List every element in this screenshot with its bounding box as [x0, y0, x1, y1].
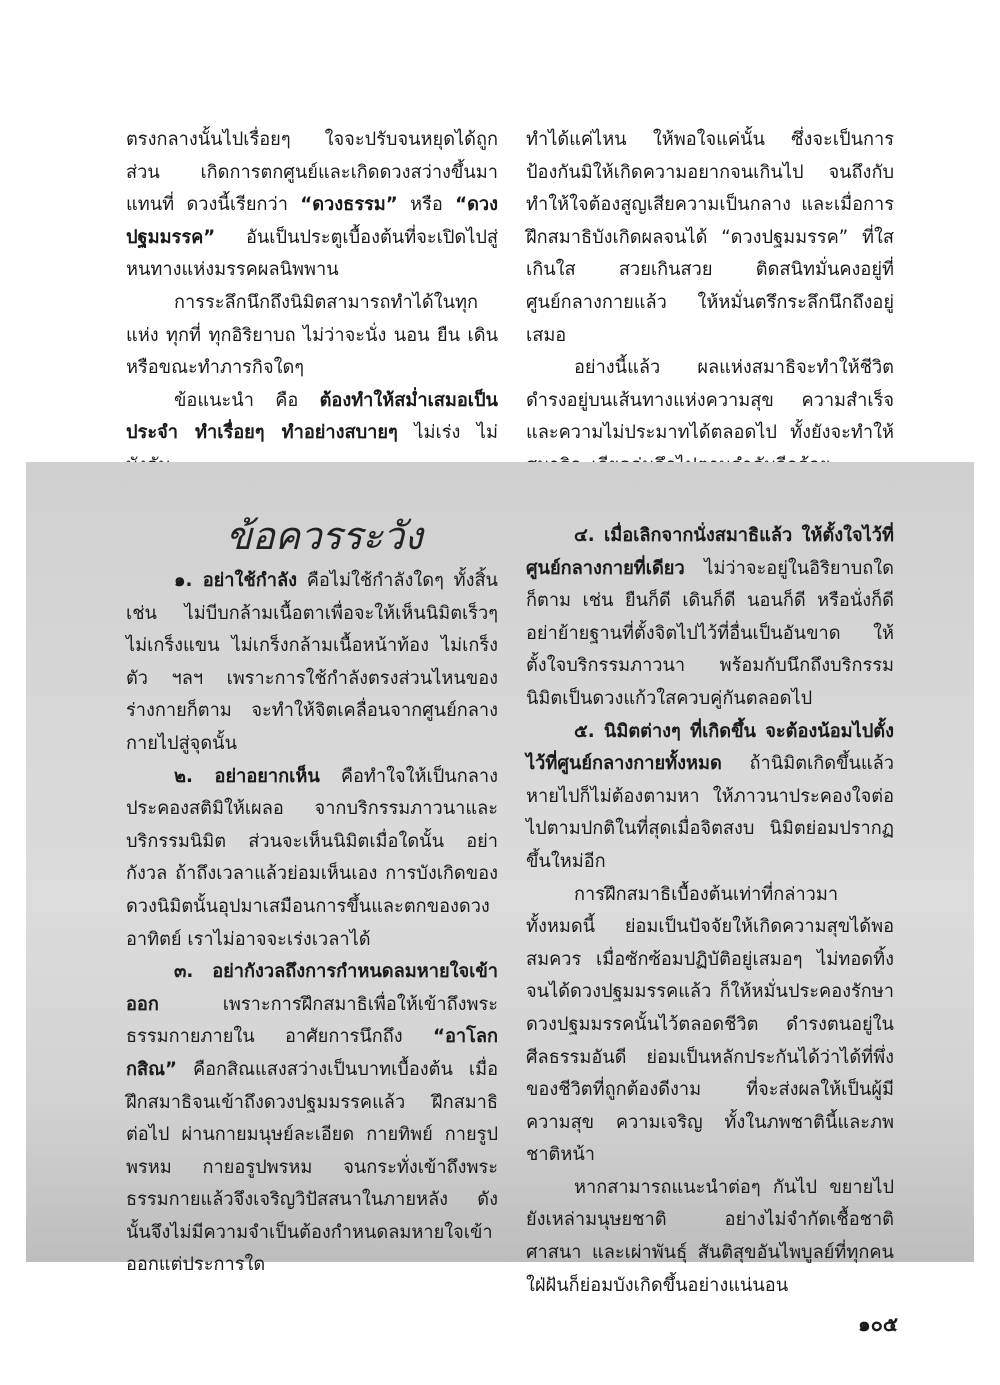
- cautions-right-column: [526, 520, 894, 1302]
- cautions-left-column: [126, 565, 498, 1282]
- caution-item-4: ๔. เมื่อเลิกจากนั่งสมาธิแล้ว ให้ตั้งใจไว้ที่ศูนย์กลางกายที่เดียว ไม่ว่าจะอยู่ในอิริยาบถใดก็ตาม เช่น ยืนก็ดี เดินก็ดี นอนก็ดี หรือนั่งก็ดี อย่าย้ายฐานที่ตั้งจิตไปไว้ที่อื่นเป็นอันขาด ให้ตั้งใจบริกรรมภาวนา พร้อมกับนึกถึงบริกรรมนิมิตเป็นดวงแก้วใสควบคู่กันตลอดไป: [526, 525, 894, 709]
- advice-emphasis: ต้องทำให้สม่ำเสมอเป็นประจำ ทำเรื่อยๆ ทำอย่างสบายๆ: [126, 389, 498, 444]
- cautions-title: ข้อควรระวัง: [226, 514, 423, 558]
- caution-item-1: ๑. อย่าใช้กำลัง คือไม่ใช้กำลังใดๆ ทั้งสิ้น เช่น ไม่บีบกล้ามเนื้อตาเพื่อจะให้เห็นนิมิตเร็วๆ ไม่เกร็งแขน ไม่เกร็งกล้ามเนื้อหน้าท้อง ไม่เกร็งตัว ฯลฯ เพราะการใช้กำลังตรงส่วนไหนของร่างกายก็ตาม จะทำให้จิตเคลื่อนจากศูนย์กลางกายไปสู่จุดนั้น: [126, 570, 498, 754]
- caution-item-2-heading: ๒. อย่าอยากเห็น: [174, 765, 320, 787]
- paragraph-peace: หากสามารถแนะนำต่อๆ กันไป ขยายไปยังเหล่ามนุษยชาติ อย่างไม่จำกัดเชื้อชาติ ศาสนา และเผ่าพันธุ์ สันติสุขอันไพบูลย์ที่ทุกคนใฝ่ฝันก็ย่อมบังเกิดขึ้นอย่างแน่นอน: [526, 1176, 894, 1296]
- term-light-kasina: “อาโลกกสิณ”: [126, 1026, 498, 1080]
- paragraph-result: อย่างนี้แล้ว ผลแห่งสมาธิจะทำให้ชีวิตดำรงอยู่บนเส้นทางแห่งความสุข ความสำเร็จและความไม่ประมาทได้ตลอดไป ทั้งยังจะทำให้: [526, 357, 894, 444]
- top-right-column: [526, 124, 894, 483]
- paragraph-dhamma-sphere: ตรงกลางนั้นไปเรื่อยๆ ใจจะปรับจนหยุดได้ถูกส่วน เกิดการตกศูนย์และเกิดดวงสว่างขึ้นมาแทนที่ ดวงนี้เรียกว่า “ดวงธรรม” หรือ “ดวงปฐมมรรค” อันเป็นประตูเบื้องต้นที่จะเปิดไปสู่หนทางแห่งมรรคผลนิพพาน: [126, 129, 498, 281]
- paragraph-recollection: การระลึกนึกถึงนิมิตสามารถทำได้ในทุกแห่ง ทุกที่ ทุกอิริยาบถ ไม่ว่าจะนั่ง นอน ยืน เดิน หรือขณะทำภารกิจใดๆ: [126, 291, 498, 379]
- paragraph-advice: ข้อแนะนำ คือ ต้องทำให้สม่ำเสมอเป็นประจำ ทำเรื่อยๆ ทำอย่างสบายๆ ไม่เร่ง ไม่: [126, 389, 499, 444]
- paragraph-benefits: การฝึกสมาธิเบื้องต้นเท่าที่กล่าวมาทั้งหมดนี้ ย่อมเป็นปัจจัยให้เกิดความสุขได้พอสมควร เมื่อซักซ้อมปฏิบัติอยู่เสมอๆ ไม่ทอดทิ้ง จนได้ดวงปฐมมรรคแล้ว ก็ให้หมั่นประคองรักษาดวงปฐมมรรคนั้นไว้ตลอดชีวิต ดำรงตนอยู่ในศีลธรรมอันดี ย่อมเป็นหลักประกันได้ว่าได้ที่พึ่งของชีวิตที่ถูกต้องดีงาม ที่จะส่งผลให้เป็นผู้มีความสุข ความเจริญ ทั้งในภพชาตินี้และภพชาติหน้า: [526, 883, 894, 1166]
- caution-item-5: ๕. นิมิตต่างๆ ที่เกิดขึ้น จะต้องน้อมไปตั้งไว้ที่ศูนย์กลางกายทั้งหมด ถ้านิมิตเกิดขึ้นแล้วหายไปก็ไม่ต้องตามหา ให้ภาวนาประคองใจต่อไปตามปกติในที่สุดเมื่อจิตสงบ นิมิตย่อมปรากฏขึ้นใหม่อีก: [526, 720, 894, 872]
- caution-item-5-heading: ๕. นิมิตต่างๆ ที่เกิดขึ้น จะต้องน้อมไปตั้งไว้ที่ศูนย์กลางกายทั้งหมด: [526, 720, 894, 775]
- term-first-path-sphere: “ดวงปฐมมรรค”: [126, 194, 498, 248]
- term-dhamma-sphere: “ดวงธรรม”: [300, 194, 398, 216]
- caution-item-3: ๓. อย่ากังวลถึงการกำหนดลมหายใจเข้าออก เพราะการฝึกสมาธิเพื่อให้เข้าถึงพระธรรมกายภายใน อาศัยการนึกถึง “อาโลกกสิณ” คือกสิณแสงสว่างเป็นบาทเบื้องต้น เมื่อฝึกสมาธิจนเข้าถึงดวงปฐมมรรคแล้ว ฝึกสมาธิต่อไป ผ่านกายมนุษย์ละเอียด กายทิพย์ กายรูปพรหม กายอรูปพรหม จนกระทั่งเข้าถึงพระธรรมกายแล้วจึงเจริญวิปัสสนาในภายหลัง ดังนั้นจึงไม่มีความจำเป็นต้องกำหนดลมหายใจเข้าออกแต่ประการใด: [126, 961, 498, 1276]
- caution-item-3-heading: ๓. อย่ากังวลถึงการกำหนดลมหายใจเข้าออก: [126, 961, 498, 1015]
- caution-item-2: ๒. อย่าอยากเห็น คือทำใจให้เป็นกลาง ประคองสติมิให้เผลอ จากบริกรรมภาวนาและบริกรรมนิมิต ส่วนจะเห็นนิมิตเมื่อใดนั้น อย่ากังวล ถ้าถึงเวลาแล้วย่อมเห็นเอง การบังเกิดของดวงนิมิตนั้นอุปมาเสมือนการขึ้นและตกของดวงอาทิตย์ เราไม่อาจจะเร่งเวลาได้: [126, 765, 498, 950]
- top-left-column: [126, 124, 498, 483]
- paragraph-contentment: ทำได้แค่ไหน ให้พอใจแค่นั้น ซึ่งจะเป็นการป้องกันมิให้เกิดความอยากจนเกินไป จนถึงกับทำให้ใจต้องสูญเสียความเป็นกลาง และเมื่อการฝึกสมาธิบังเกิดผลจนได้ “ดวงปฐมมรรค” ที่ใสเกินใส สวยเกินสวย ติดสนิทมั่นคงอยู่ที่ศูนย์กลางกายแล้ว ให้หมั่นตรึกระลึกนึกถึงอยู่เสมอ: [526, 129, 894, 346]
- page-number: ๑๐๕: [857, 1312, 898, 1336]
- caution-item-1-heading: ๑. อย่าใช้กำลัง: [174, 570, 297, 591]
- caution-item-4-heading: ๔. เมื่อเลิกจากนั่งสมาธิแล้ว ให้ตั้งใจไว้ที่ศูนย์กลางกายที่เดียว: [526, 525, 894, 579]
